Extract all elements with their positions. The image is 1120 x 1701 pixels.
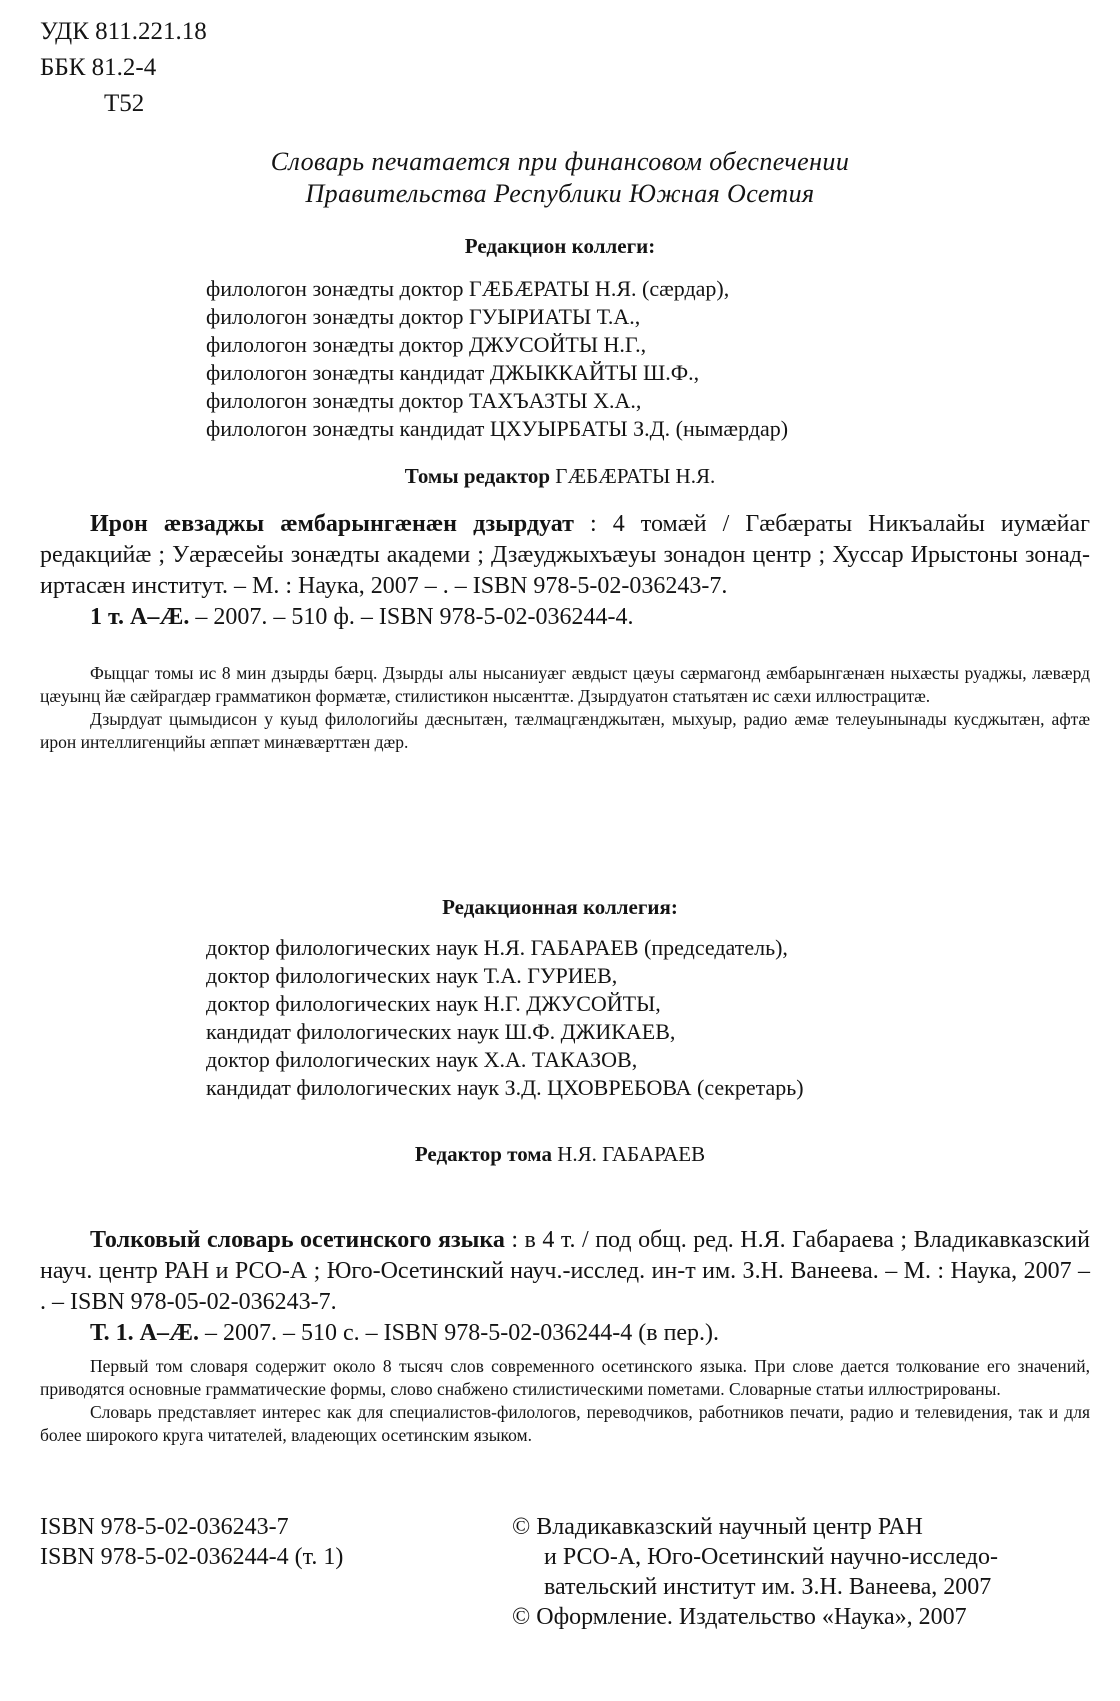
classification-codes (40, 14, 207, 122)
dictionary-title: Ирон æвзаджы æмбарынгæнæн дзырдуат (90, 511, 574, 537)
isbn-block (40, 1512, 343, 1572)
board-member: кандидат филологических наук Ш.Ф. ДЖИКАЕВ, (206, 1019, 676, 1044)
board-member: филологон зонæдты доктор ТАХЪАЗТЫ Х.А., (206, 388, 642, 413)
isbn-set: ISBN 978-5-02-036243-7 (40, 1514, 289, 1540)
board-member: филологон зонæдты доктор ГÆБÆРАТЫ Н.Я. (сæрдар), (206, 276, 730, 301)
ossetic-board-list (206, 275, 788, 443)
ossetic-board-heading: Редакцион коллеги: (464, 234, 656, 258)
board-member: филологон зонæдты доктор ГУЫРИАТЫ Т.А., (206, 304, 641, 329)
funding-note-line: Словарь печатается при финансовом обеспечении (270, 147, 850, 176)
board-member: кандидат филологических наук З.Д. ЦХОВРЕБОВА (секретарь) (206, 1075, 804, 1100)
bbk-code: ББК 81.2-4 (40, 54, 157, 81)
volume-entry (40, 602, 1090, 633)
volume-details: – 2007. – 510 ф. – ISBN 978-5-02-036244-4. (189, 604, 634, 630)
russian-board-heading: Редакционная коллегия: (442, 895, 678, 919)
volume-editor-name: Н.Я. ГАБАРАЕВ (557, 1142, 706, 1166)
russian-board-list (206, 934, 804, 1102)
russian-annotation (40, 1355, 1090, 1447)
volume-editor-name: ГÆБÆРАТЫ Н.Я. (555, 464, 716, 488)
board-member: доктор филологических наук Х.А. ТАКАЗОВ, (206, 1047, 638, 1072)
dictionary-title: Толковый словарь осетинского языка (90, 1227, 505, 1253)
biblio-details: : 4 томæй / Гæбæраты Никъалайы иумæйаг редакцийæ ; Уæрæсейы зонæдты академи ; Дзæуджыхъæуы зонадон центр ; Хуссар Ирыстоны зонад-иртасæн институт. – М. : Наука, 2007 – . – ISBN 978-5-02-036243-7. (40, 511, 1090, 599)
copyright-line: и РСО-А, Юго-Осетинский научно-исследо- (544, 1544, 999, 1570)
volume-editor-label: Томы редактор (404, 464, 551, 488)
copyright-line: вательский институт им. З.Н. Ванеева, 2007 (544, 1574, 992, 1600)
board-member: доктор филологических наук Т.А. ГУРИЕВ, (206, 963, 618, 988)
copyright-line: © Оформление. Издательство «Наука», 2007 (512, 1604, 967, 1630)
russian-bibliographic-record (40, 1225, 1090, 1349)
russian-volume-editor (0, 1140, 1120, 1168)
funding-note (0, 146, 1120, 210)
board-member: доктор филологических наук Н.Г. ДЖУСОЙТЫ, (206, 991, 661, 1016)
volume-entry (40, 1318, 1090, 1349)
board-member: филологон зонæдты кандидат ДЖЫККАЙТЫ Ш.Ф., (206, 360, 700, 385)
biblio-details: : в 4 т. / под общ. ред. Н.Я. Габараева ; Владикавказский науч. центр РАН и РСО-А ; Юго-Осетинский науч.-исслед. ин-т им. З.Н. Ванеева. – М. : Наука, 2007 – . – ISBN 978-05-02-036243-7. (40, 1227, 1090, 1315)
volume-label: Т. 1. А–Æ. (90, 1320, 199, 1346)
biblio-entry (40, 1225, 1090, 1318)
funding-note-line: Правительства Республики Южная Осетия (305, 179, 815, 208)
copyright-block (512, 1512, 998, 1632)
volume-editor-label: Редактор тома (414, 1142, 552, 1166)
biblio-entry (40, 509, 1090, 602)
board-member: филологон зонæдты доктор ДЖУСОЙТЫ Н.Г., (206, 332, 647, 357)
annotation-paragraph: Дзырдуат цымыдисон у куыд филологийы дæснытæн, тæлмацгæнджытæн, мыхуыр, радио æмæ телеуынынады кусджытæн, афтæ ирон интеллигенцийы æппæт минæвæрттæн дæр. (40, 709, 1090, 752)
ossetic-bibliographic-record (40, 509, 1090, 633)
author-mark: Т52 (104, 90, 145, 117)
isbn-volume: ISBN 978-5-02-036244-4 (т. 1) (40, 1544, 344, 1570)
annotation-paragraph: Первый том словаря содержит около 8 тысяч слов современного осетинского языка. При слове дается толкование его значений, приводятся основные грамматические формы, слово снабжено стилистическими пометами. Словарные статьи иллюстрированы. (40, 1356, 1090, 1399)
board-member: филологон зонæдты кандидат ЦХУЫРБАТЫ З.Д. (нымæрдар) (206, 416, 789, 441)
copyright-line: © Владикавказский научный центр РАН (512, 1514, 923, 1540)
board-member: доктор филологических наук Н.Я. ГАБАРАЕВ (председатель), (206, 935, 788, 960)
ossetic-annotation (40, 662, 1090, 754)
annotation-paragraph: Словарь представляет интерес как для специалистов-филологов, переводчиков, работников печати, радио и телевидения, так и для более широкого круга читателей, владеющих осетинским языком. (40, 1402, 1090, 1445)
annotation-paragraph: Фыццаг томы ис 8 мин дзырды бæрц. Дзырды алы нысаниуæг æвдыст цæуы сæрмагонд æмбарынгæнæн ныхæсты руаджы, лæвæрд цæуынц йæ сæйрагдæр грамматикон формæтæ, стилистикон нысæнттæ. Дзырдуатон статьятæн ис сæхи иллюстрацитæ. (40, 663, 1090, 706)
udk-code: УДК 811.221.18 (40, 18, 207, 45)
ossetic-volume-editor (0, 462, 1120, 490)
volume-details: – 2007. – 510 с. – ISBN 978-5-02-036244-4 (в пер.). (198, 1320, 720, 1346)
volume-label: 1 т. А–Æ. (90, 604, 190, 630)
